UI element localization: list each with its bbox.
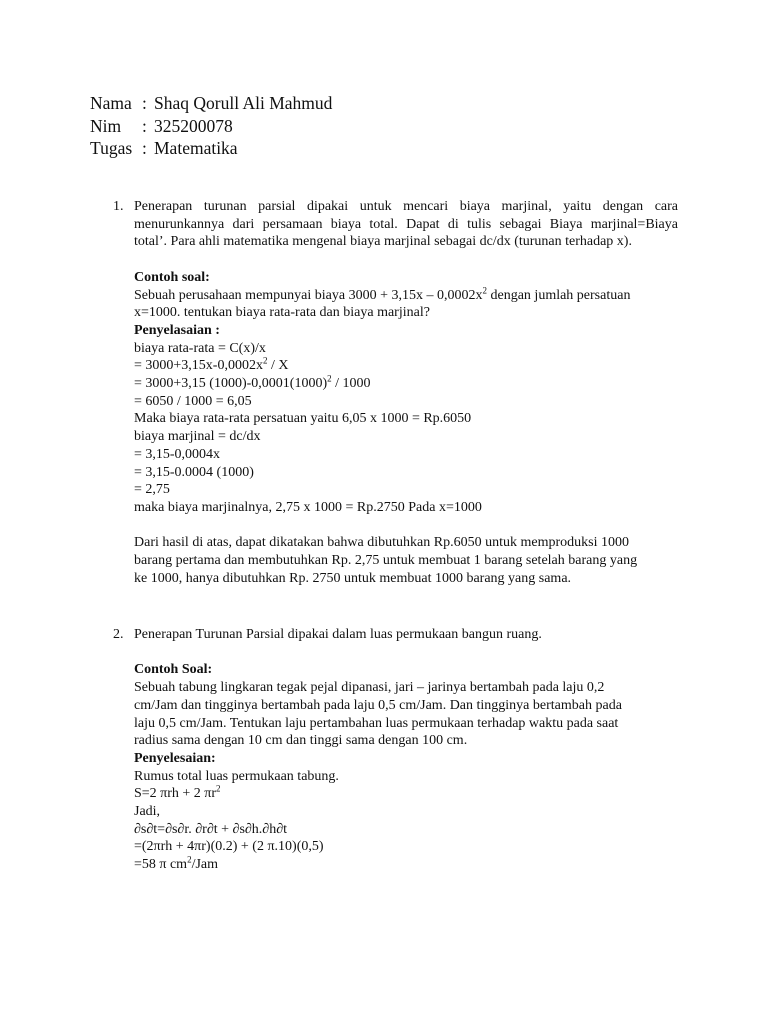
header-row-nim	[90, 115, 332, 138]
header-value: Shaq Qorull Ali Mahmud	[154, 93, 333, 113]
header-label: Nim	[90, 115, 122, 136]
solution-step: biaya marjinal = dc/dx	[134, 429, 261, 445]
problem-line: x=1000. tentukan biaya rata-rata dan biaya marjinal?	[134, 305, 430, 321]
header-value: 325200078	[154, 115, 233, 136]
intro-line: total’. Para ahli matematika mengenal biaya marjinal sebagai dc/dx (turunan terhadap x).	[134, 234, 632, 250]
header-separator: :	[142, 138, 147, 158]
list-number: 1.	[113, 199, 124, 214]
problem-line: Sebuah tabung lingkaran tegak pejal dipanasi, jari – jarinya bertambah pada laju 0,2	[134, 680, 605, 696]
identity-header	[90, 92, 332, 160]
solution-heading: Penyelesaian:	[134, 750, 216, 766]
example-heading: Contoh Soal:	[134, 662, 213, 678]
conclusion-line: barang pertama dan membutuhkan Rp. 2,75 untuk membuat 1 barang setelah barang yang	[134, 553, 638, 569]
solution-step: = 3,15-0,0004x	[134, 446, 221, 462]
conclusion-line: Dari hasil di atas, dapat dikatakan bahwa dibutuhkan Rp.6050 untuk memproduksi 1000	[134, 535, 629, 551]
list-number: 2.	[113, 627, 124, 642]
problem-line: Sebuah perusahaan mempunyai biaya $3000 + 3,15x - 0,0002x^2$ dengan jumlah persatuan	[134, 284, 631, 303]
problem-line: laju 0,5 cm/Jam. Tentukan laju pertambahan luas permukaan terhadap waktu pada saat	[134, 715, 619, 731]
solution-step: ∂s∂t=∂s∂r. ∂r∂t + ∂s∂h.∂h∂t	[134, 821, 288, 837]
solution-step: = 3000+3,15 $(1000)-0,0001(1000)^2 / 1000$	[134, 373, 371, 392]
solution-step: biaya rata-rata = C(x)/x	[134, 340, 266, 356]
solution-step: = $3000+3,15x-0,0002x^2 / X$	[134, 355, 289, 374]
problem-line: radius sama dengan 10 cm dan tinggi sama dengan 100 cm.	[134, 733, 468, 749]
header-value: Matematika	[154, 138, 238, 158]
header-label: Nama	[90, 93, 132, 113]
list-item-2	[113, 626, 678, 874]
solution-step: = 6050 / 1000 = 6,05	[134, 393, 252, 409]
conclusion-line: ke 1000, hanya dibutuhkan Rp. 2750 untuk membuat 1000 barang yang sama.	[134, 570, 572, 586]
example-heading: Contoh soal:	[134, 269, 210, 285]
header-separator: :	[142, 115, 147, 136]
solution-step: S=2 πrh + 2 $\pi r^2$	[134, 783, 221, 802]
solution-step: = 2,75	[134, 482, 170, 498]
solution-step: =(2πrh + 4πr)(0.2) + (2 π.10)(0,5)	[134, 839, 324, 855]
intro-line: menurunkannya dari persamaan biaya total. Dapat di tulis sebagai Biaya marjinal=Biaya	[134, 216, 678, 232]
solution-step: Maka biaya rata-rata persatuan yaitu 6,05 x 1000 = Rp.6050	[134, 411, 472, 427]
header-separator: :	[142, 93, 147, 113]
solution-step: Jadi,	[134, 804, 161, 820]
problem-line: cm/Jam dan tingginya bertambah pada laju 0,5 cm/Jam. Dan tingginya bertambah pada	[134, 697, 622, 713]
intro-line: Penerapan Turunan Parsial dipakai dalam luas permukaan bangun ruang.	[134, 627, 542, 642]
solution-step: =58 π $cm^2$/Jam	[134, 854, 219, 873]
header-label: Tugas	[90, 138, 133, 158]
solution-step: maka biaya marjinalnya, 2,75 x 1000 = Rp.2750 Pada x=1000	[134, 499, 482, 515]
intro-line: Penerapan turunan parsial dipakai untuk mencari biaya marjinal, yaitu dengan cara	[134, 199, 678, 214]
header-row-nama	[90, 92, 332, 115]
solution-step: Rumus total luas permukaan tabung.	[134, 768, 339, 784]
solution-step: = 3,15-0.0004 (1000)	[134, 464, 254, 480]
header-row-tugas	[90, 137, 332, 160]
solution-heading: Penyelasaian :	[134, 322, 220, 338]
list-item-1	[113, 198, 678, 587]
